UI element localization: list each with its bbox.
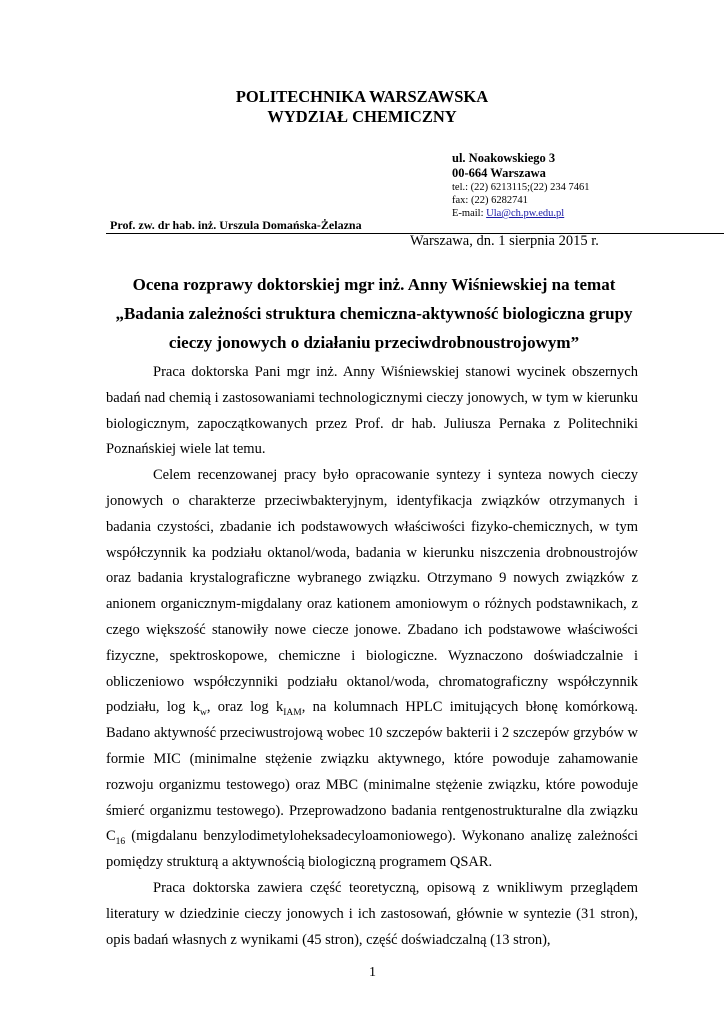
address-tel: tel.: (22) 6213115;(22) 234 7461 bbox=[452, 182, 590, 193]
body-text bbox=[106, 360, 638, 953]
address-street: ul. Noakowskiego 3 bbox=[452, 151, 556, 165]
address-email bbox=[452, 207, 564, 220]
paragraph-3: Praca doktorska zawiera część teoretyczną, opisową z wnikliwym przeglądem literatury w dziedzinie cieczy jonowych i ich zastosowań, głównie w syntezie (31 stron), opis badań własnych z wynikami (45 stron), część doświadczalną (13 stron), bbox=[106, 879, 638, 948]
title-line-1: Ocena rozprawy doktorskiej mgr inż. Anny Wiśniewskiej na temat bbox=[132, 275, 616, 294]
paragraph-1: Praca doktorska Pani mgr inż. Anny Wiśniewskiej stanowi wycinek obszernych badań nad chemią i zastosowaniami technologicznymi cieczy jonowych, w tym w kierunku biologicznym, zapoczątkowanych przez Prof. dr hab. Juliusza Pernaka z Politechniki Poznańskiej wiele lat temu. bbox=[106, 364, 638, 458]
author-name: Prof. zw. dr hab. inż. Urszula Domańska-Żelazna bbox=[110, 218, 362, 232]
page-number: 1 bbox=[369, 965, 376, 980]
address-fax: fax: (22) 6282741 bbox=[452, 195, 528, 206]
email-label: E-mail: bbox=[452, 208, 487, 219]
title-line-3: cieczy jonowych o działaniu przeciwdrobnoustrojowym” bbox=[168, 333, 580, 352]
address-city: 00-664 Warszawa bbox=[452, 166, 546, 180]
title-line-2: „Badania zależności struktura chemiczna-aktywność biologiczna grupy bbox=[115, 304, 633, 323]
document-date: Warszawa, dn. 1 sierpnia 2015 r. bbox=[410, 233, 599, 249]
faculty-name: WYDZIAŁ CHEMICZNY bbox=[267, 107, 457, 126]
institution-name: POLITECHNIKA WARSZAWSKA bbox=[235, 87, 489, 106]
paragraph-2: Celem recenzowanej pracy było opracowanie syntezy i synteza nowych cieczy jonowych o charakterze przeciwbakteryjnym, identyfikacja związków otrzymanych i badania czystości, zbadanie ich podstawowych właściwości fizyko-chemicznych, w tym współczynnik ka podziału oktanol/woda, badania w kierunku niszczenia drobnoustrojów oraz badania krystalograficzne wybranego związku. Otrzymano 9 nowych związków z anionem organicznym-migdalany oraz kationem amoniowym o różnych podstawnikach, z czego większość stanowiły nowe ciecze jonowe. Zbadano ich podstawowe właściwości fizyczne, spektroskopowe, chemiczne i biologiczne. Wyznaczono doświadczalnie i obliczeniowo współczynniki podziału oktanol/woda, chromatograficzny współczynnik podziału, $\log k_w$, oraz $\log k_{IAM}$, na kolumnach HPLC imitujących błonę komórkową. Badano aktywność przeciwustrojową wobec 10 szczepów bakterii i 2 szczepów grzybów w formie MIC (minimalne stężenie związku aktywnego, które powoduje zahamowanie rozwoju organizmu testowego) oraz MBC (minimalne stężenie związku, które powoduje śmierć organizmu testowego). Przeprowadzono badania rentgenostrukturalne dla związku $C_{16}$ (migdalanu benzylodimetyloheksadecyloamoniowego). Wykonano analizę zależności pomiędzy strukturą a aktywnością biologiczną programem QSAR. bbox=[106, 467, 638, 871]
document-title bbox=[104, 270, 644, 357]
email-link[interactable]: Ula@ch.pw.edu.pl bbox=[486, 208, 565, 219]
